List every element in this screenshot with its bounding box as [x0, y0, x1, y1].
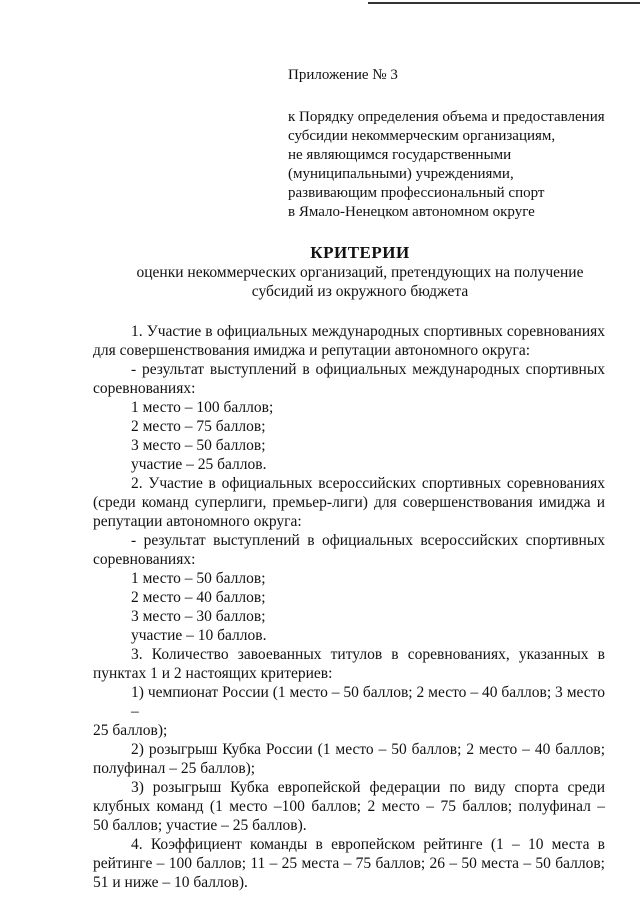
- annex-title: Приложение № 3: [288, 67, 398, 83]
- body-line: 3) розыгрыш Кубка европейской федерации по виду спорта среди: [131, 779, 605, 796]
- body-line: рейтинге – 100 баллов; 11 – 25 места – 75 баллов; 26 – 50 места – 50 баллов;: [93, 855, 605, 872]
- body-line: 51 и ниже – 10 баллов).: [93, 874, 248, 891]
- body-line: 2. Участие в официальных всероссийских спортивных соревнованиях: [131, 475, 605, 492]
- body-line: участие – 10 баллов.: [131, 627, 267, 644]
- body-line: 2) розыгрыш Кубка России (1 место – 50 баллов; 2 место – 40 баллов;: [131, 741, 605, 758]
- body-line: клубных команд (1 место –100 баллов; 2 место – 75 баллов; полуфинал –: [93, 798, 605, 815]
- body-line: 1 место – 100 баллов;: [131, 399, 274, 416]
- header-rule: [368, 2, 640, 4]
- body-line: 1 место – 50 баллов;: [131, 570, 266, 587]
- document-title: КРИТЕРИИ: [310, 243, 410, 262]
- body-line: - результат выступлений в официальных международных спортивных: [131, 361, 605, 378]
- body-line: 1) чемпионат России (1 место – 50 баллов; 2 место – 40 баллов; 3 место –: [131, 684, 605, 720]
- body-line: пунктах 1 и 2 настоящих критериев:: [93, 665, 333, 682]
- body-line: 1. Участие в официальных международных спортивных соревнованиях: [131, 323, 605, 340]
- annex-ref-line: в Ямало-Ненецком автономном округе: [288, 204, 535, 220]
- body-line: полуфинал – 25 баллов);: [93, 760, 256, 777]
- annex-ref-line: не являющимся государственными: [288, 147, 512, 163]
- body-line: соревнованиях:: [93, 380, 196, 397]
- body-line: - результат выступлений в официальных всероссийских спортивных: [131, 532, 605, 549]
- body-line: 4. Коэффициент команды в европейском рейтинге (1 – 10 места в: [131, 836, 605, 853]
- body-line: участие – 25 баллов.: [131, 456, 267, 473]
- body-line: (среди команд суперлиги, премьер-лиги) для совершенствования имиджа и: [93, 494, 605, 511]
- body-line: соревнованиях:: [93, 551, 196, 568]
- body-line: 3. Количество завоеванных титулов в соревнованиях, указанных в: [131, 646, 605, 663]
- body-line: 50 баллов; участие – 25 баллов).: [93, 817, 307, 834]
- annex-ref-line: (муниципальными) учреждениями,: [288, 166, 514, 182]
- body-line: 3 место – 30 баллов;: [131, 608, 266, 625]
- body-line: 25 баллов);: [93, 722, 168, 739]
- criteria-body: [93, 322, 605, 892]
- subtitle-line: субсидий из окружного бюджета: [251, 283, 469, 300]
- document-subtitle: [0, 263, 640, 301]
- annex-ref-line: субсидии некоммерческим организациям,: [288, 128, 556, 144]
- body-line: репутации автономного округа:: [93, 513, 302, 530]
- annex-ref-line: к Порядку определения объема и предоставления: [288, 109, 605, 125]
- body-line: 2 место – 40 баллов;: [131, 589, 266, 606]
- body-line: для совершенствования имиджа и репутации автономного округа:: [93, 342, 531, 359]
- subtitle-line: оценки некоммерческих организаций, претендующих на получение: [136, 264, 584, 281]
- annex-ref-line: развивающим профессиональный спорт: [288, 185, 545, 201]
- annex-reference: [288, 108, 618, 222]
- body-line: 2 место – 75 баллов;: [131, 418, 266, 435]
- body-line: 3 место – 50 баллов;: [131, 437, 266, 454]
